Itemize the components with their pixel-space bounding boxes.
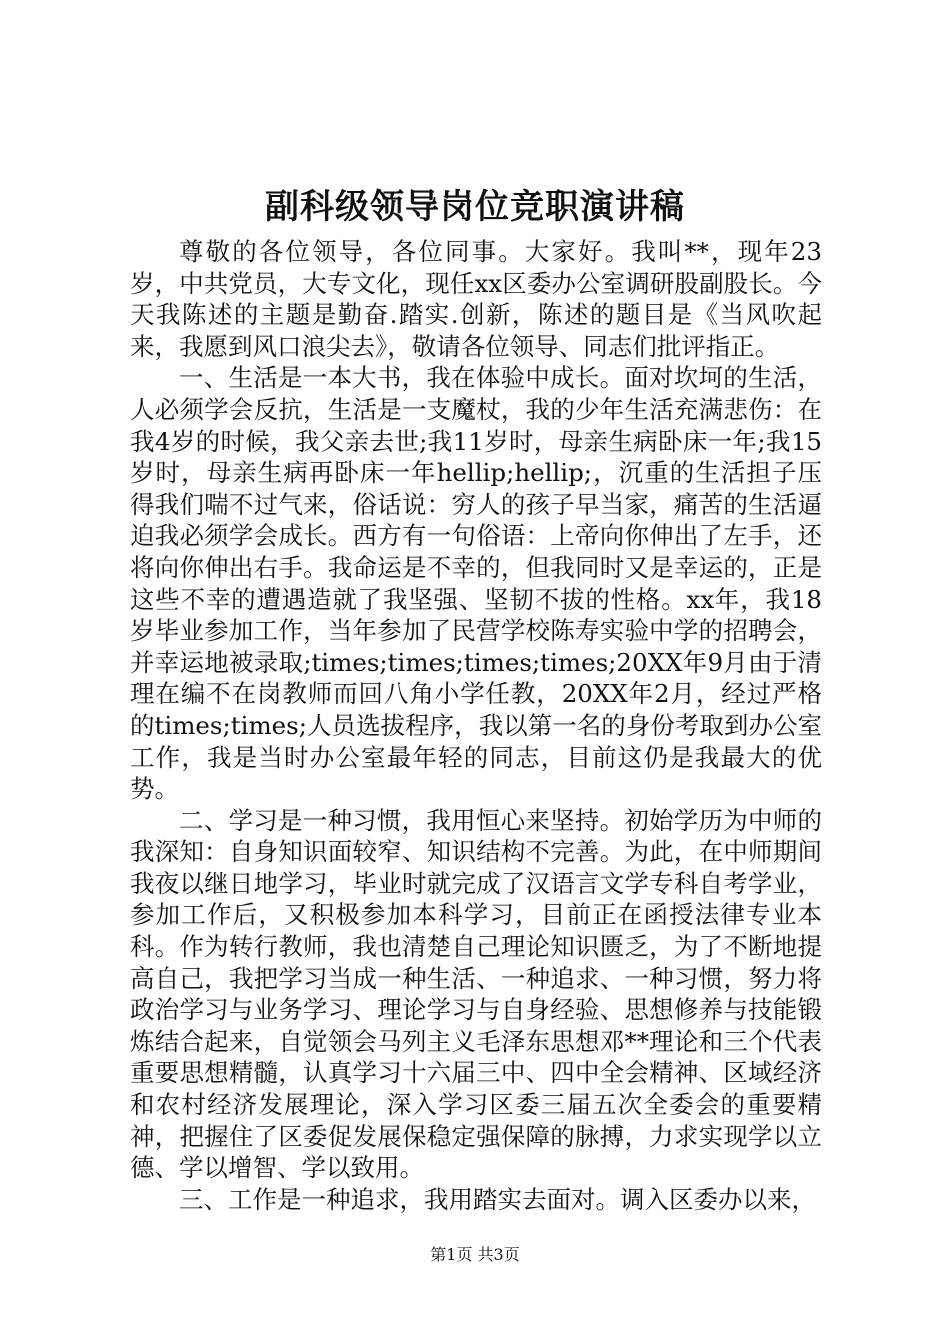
document-body <box>130 236 822 1215</box>
paragraph-section-1: 一、生活是一本大书，我在体验中成长。面对坎坷的生活，人必须学会反抗，生活是一支魔杖，我的少年生活充满悲伤：在我4岁的时候，我父亲去世;我11岁时，母亲生病卧床一年;我15岁时，母亲生病再卧床一年hellip;hellip;，沉重的生活担子压得我们喘不过气来，俗话说：穷人的孩子早当家，痛苦的生活逼迫我必须学会成长。西方有一句俗语：上帝向你伸出了左手，还将向你伸出右手。我命运是不幸的，但我同时又是幸运的，正是这些不幸的遭遇造就了我坚强、坚韧不拔的性格。xx年，我18岁毕业参加工作，当年参加了民营学校陈寿实验中学的招聘会，并幸运地被录取;times;times;times;times;20XX年9月由于清理在编不在岗教师而回八角小学任教，20XX年2月，经过严格的times;times;人员选拔程序，我以第一名的身份考取到办公室工作，我是当时办公室最年轻的同志，目前这仍是我最大的优势。 <box>130 363 822 804</box>
paragraph-section-2: 二、学习是一种习惯，我用恒心来坚持。初始学历为中师的我深知：自身知识面较窄、知识结构不完善。为此，在中师期间我夜以继日地学习，毕业时就完成了汉语言文学专科自考学业，参加工作后，又积极参加本科学习，目前正在函授法律专业本科。作为转行教师，我也清楚自己理论知识匮乏，为了不断地提高自己，我把学习当成一种生活、一种追求、一种习惯，努力将政治学习与业务学习、理论学习与自身经验、思想修养与技能锻炼结合起来，自觉领会马列主义毛泽东思想邓**理论和三个代表重要思想精髓，认真学习十六届三中、四中全会精神、区域经济和农村经济发展理论，深入学习区委三届五次全委会的重要精神，把握住了区委促发展保稳定强保障的脉搏，力求实现学以立德、学以增智、学以致用。 <box>130 805 822 1183</box>
document-title: 副科级领导岗位竞职演讲稿 <box>265 187 685 227</box>
paragraph-section-3: 三、工作是一种追求，我用踏实去面对。调入区委办以来， <box>179 1184 816 1214</box>
page-number-footer: 第1页 共3页 <box>430 1245 520 1264</box>
paragraph-greeting: 尊敬的各位领导，各位同事。大家好。我叫**，现年23岁，中共党员，大专文化，现任xx区委办公室调研股副股长。今天我陈述的主题是勤奋.踏实.创新，陈述的题目是《当风吹起来，我愿到风口浪尖去》，敬请各位领导、同志们批评指正。 <box>130 237 822 361</box>
